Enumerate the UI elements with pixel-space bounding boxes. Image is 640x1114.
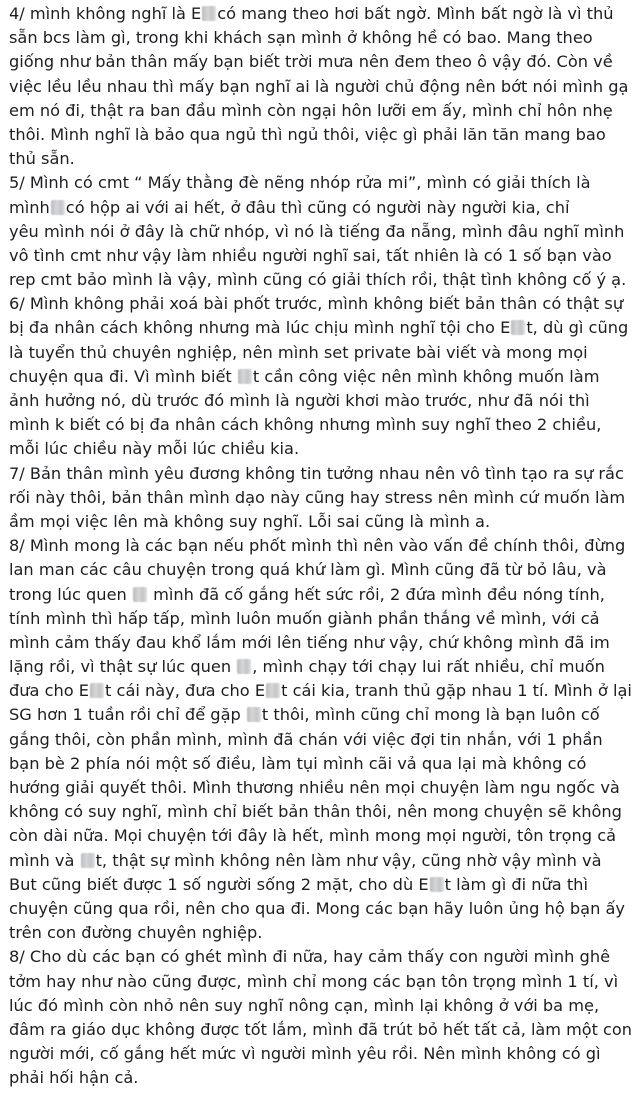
- redacted-name-blur: [202, 6, 216, 21]
- post-paragraph: [9, 534, 632, 945]
- text-segment: hướng giải quyết thôi. Mình thương nhiều nên mọi chuyện làm ngu ngốc và: [9, 778, 620, 797]
- text-line: [9, 703, 632, 727]
- text-segment: đâm ra giáo dục không được tốt lắm, mình đã trút bỏ hết tất cả, làm một con: [9, 1019, 632, 1039]
- text-segment: có mang theo hơi bất ngờ. Mình bất ngờ là vì thủ: [217, 4, 614, 23]
- text-segment: t cần công việc nên mình không muốn làm: [252, 366, 600, 386]
- text-line: [9, 679, 632, 703]
- text-line: [9, 849, 632, 873]
- text-line: [9, 873, 632, 897]
- text-segment: ảnh hưởng nó, dù trước đó mình là người khơi mào trước, như đã nói thì: [9, 391, 590, 410]
- text-segment: bị đa nhân cách không nhưng mà lúc chịu mình nghĩ tội cho E: [9, 318, 511, 338]
- text-line: [9, 607, 632, 631]
- text-segment: 5/ Mình có cmt “ Mấy thằng đè nẽng nhóp rửa mi”, mình có giải thích là: [9, 173, 591, 193]
- text-line: [9, 389, 632, 413]
- text-line: [9, 970, 632, 994]
- post-paragraph: [9, 462, 632, 535]
- text-segment: rep cmt bảo mình là vậy, mình cũng có giải thích rồi, thật tình không cố ý ạ.: [9, 270, 627, 290]
- text-segment: mình cảm thấy đau khổ lắm mới lên tiếng như vậy, chứ không mình đã im: [9, 632, 610, 652]
- text-line: [9, 244, 632, 268]
- text-segment: t làm gì đi nữa thì: [444, 874, 588, 894]
- text-line: [9, 2, 632, 26]
- text-line: [9, 1018, 632, 1042]
- text-line: [9, 171, 632, 195]
- text-segment: lan man các câu chuyện trong quá khứ làm gì. Mình cũng đã từ bỏ lâu, và: [9, 560, 607, 580]
- text-line: [9, 316, 632, 340]
- text-line: [9, 292, 632, 316]
- redacted-name-blur: [430, 877, 444, 892]
- text-line: [9, 26, 632, 50]
- text-line: [9, 728, 632, 752]
- text-segment: em nó đi, thật ra ban đầu mình còn ngại hôn lưỡi em ấy, mình chỉ hôn nhẹ: [9, 100, 613, 120]
- text-line: [9, 558, 632, 582]
- text-line: [9, 413, 632, 437]
- text-segment: 7/ Bản thân mình yêu đương không tin tưởng nhau nên vô tình tạo ra sự rắc: [9, 463, 624, 483]
- text-line: [9, 800, 632, 824]
- text-segment: But cũng biết được 1 số người sống 2 mặt, cho dù E: [9, 874, 429, 894]
- text-segment: vô tình cmt như vậy làm nhiều người nghĩ sai, tất nhiên là có 1 số bạn vào: [9, 245, 612, 265]
- text-segment: tính mình thì hấp tấp, mình luôn muốn giành phần thắng về mình, với cả: [9, 608, 600, 628]
- text-line: [9, 994, 632, 1018]
- text-segment: tởm hay như nào cũng được, mình chỉ mong các bạn tôn trọng mình 1 tí, vì: [9, 971, 619, 991]
- text-segment: người mới, cố gắng hết mức vì người mình yêu rồi. Nên mình không có gì: [9, 1044, 601, 1064]
- text-segment: bạn bè 2 phía nói một số điều, làm tụi mình cãi vả qua lại mà không có: [9, 753, 587, 773]
- redacted-name-blur: [247, 707, 261, 722]
- text-line: [9, 75, 632, 99]
- redacted-name-blur: [511, 320, 525, 335]
- text-line: [9, 365, 632, 389]
- text-line: [9, 268, 632, 292]
- text-segment: giống như bản thân mấy bạn biết trời mưa nên đem theo ô vậy đó. Còn về: [9, 52, 613, 72]
- text-segment: 8/ Cho dù các bạn có ghét mình đi nữa, hay cảm thấy con người mình ghê: [9, 947, 611, 967]
- text-segment: t, thật sự mình không nên làm như vậy, cũng nhờ vậy mình và: [95, 850, 602, 870]
- text-segment: gắng thôi, còn phần mình, mình đã chán với việc đợi tin nhắn, với 1 phần: [9, 729, 603, 749]
- text-line: [9, 921, 632, 945]
- redacted-name-blur: [81, 853, 95, 868]
- text-segment: trong lúc quen: [9, 584, 132, 604]
- text-line: [9, 486, 632, 510]
- text-segment: ầm mọi việc lên mà không suy nghĩ. Lỗi sai cũng là mình a.: [9, 511, 491, 531]
- text-line: [9, 655, 632, 679]
- text-line: [9, 1042, 632, 1066]
- text-segment: mỗi lúc chiều này mỗi lúc chiều kia.: [9, 439, 300, 459]
- text-segment: trên con đường chuyên nghiệp.: [9, 923, 263, 943]
- text-line: [9, 776, 632, 800]
- text-line: [9, 1066, 632, 1090]
- text-segment: lặng rồi, vì thật sự lúc quen: [9, 657, 237, 677]
- text-segment: SG hơn 1 tuần rồi chỉ để gặp: [9, 705, 246, 725]
- text-segment: còn dài nữa. Mọi chuyện tới đây là hết, mình mong mọi người, tôn trọng cả: [9, 826, 617, 846]
- redacted-name-blur: [238, 369, 252, 384]
- text-segment: chuyện cũng qua rồi, nên cho qua đi. Mong các bạn hãy luôn ủng hộ bạn ấy: [9, 898, 625, 918]
- text-segment: 4/ mình không nghĩ là E: [9, 4, 202, 23]
- text-segment: 6/ Mình không phải xoá bài phốt trước, mình không biết bản thân có thật sự: [9, 294, 624, 314]
- text-line: [9, 945, 632, 969]
- text-segment: mình k biết có bị đa nhân cách không nhưng mình suy nghĩ theo 2 chiều,: [9, 415, 602, 435]
- redacted-name-blur: [51, 200, 65, 215]
- redacted-name-blur: [266, 683, 280, 698]
- text-line: [9, 196, 632, 220]
- text-line: [9, 824, 632, 848]
- post-paragraph: [9, 2, 632, 171]
- text-segment: t cái kia, tranh thủ gặp nhau 1 tí. Mình ở lại: [281, 681, 632, 701]
- text-segment: không có suy nghĩ, mình chỉ biết bản thân thôi, nên mong chuyện sẽ không: [9, 802, 622, 822]
- post-paragraph: [9, 171, 632, 292]
- text-segment: có hộp ai với ai hết, ở đâu thì cũng có người này người kia, chỉ: [65, 197, 570, 217]
- text-line: [9, 99, 632, 123]
- post-paragraph: [9, 292, 632, 461]
- text-line: [9, 50, 632, 74]
- text-line: [9, 510, 632, 534]
- text-segment: thủ sẵn.: [9, 149, 75, 169]
- text-line: [9, 534, 632, 558]
- text-line: [9, 147, 632, 171]
- redacted-name-blur: [133, 587, 147, 602]
- text-segment: t cái này, đưa cho E: [105, 681, 266, 701]
- text-segment: việc lều lều nhau thì mấy bạn nghĩ ai là người chủ động nên bớt nói mình gạ: [9, 76, 629, 96]
- text-segment: sẵn bcs làm gì, trong khi khách sạn mình ở không hề có bao. Mang theo: [9, 28, 593, 48]
- text-segment: t thôi, mình cũng chỉ mong là bạn luôn cố: [261, 705, 600, 725]
- text-segment: phải hối hận cả.: [9, 1068, 139, 1088]
- text-segment: mình đã cố gắng hết sức rồi, 2 đứa mình đều nóng tính,: [147, 584, 605, 604]
- text-segment: đưa cho E: [9, 681, 90, 701]
- text-line: [9, 752, 632, 776]
- text-segment: , mình chạy tới chạy lui rất nhiều, chỉ muốn: [252, 657, 605, 677]
- redacted-name-blur: [237, 659, 251, 674]
- text-segment: 8/ Mình mong là các bạn nếu phốt mình thì nên vào vấn đề chính thôi, đừng: [9, 536, 626, 556]
- text-segment: rối này thôi, bản thân mình dạo này cũng hay stress nên mình cứ muốn làm: [9, 487, 626, 507]
- text-line: [9, 583, 632, 607]
- text-segment: mình: [9, 197, 50, 217]
- text-line: [9, 437, 632, 461]
- text-segment: t, dù gì cũng: [526, 318, 629, 338]
- text-segment: là tuyển thủ chuyên nghiệp, nên mình set private bài viết và mong mọi: [9, 342, 588, 362]
- text-line: [9, 897, 632, 921]
- text-segment: thôi. Mình nghĩ là bảo qua ngủ thì ngủ thôi, việc gì phải lăn tăn mang bao: [9, 124, 606, 144]
- text-line: [9, 462, 632, 486]
- text-line: [9, 220, 632, 244]
- text-segment: yêu mình nói ở đây là chữ nhóp, vì nó là tiếng đa nẵng, mình đâu nghĩ mình: [9, 221, 625, 241]
- text-segment: lúc đó mình còn nhỏ nên suy nghĩ nông cạn, mình lại không ở với ba mẹ,: [9, 995, 600, 1015]
- post-paragraph: [9, 945, 632, 1090]
- text-line: [9, 123, 632, 147]
- text-line: [9, 631, 632, 655]
- text-segment: mình và: [9, 850, 80, 870]
- redacted-name-blur: [90, 683, 104, 698]
- text-line: [9, 341, 632, 365]
- text-segment: chuyện qua đi. Vì mình biết: [9, 366, 237, 386]
